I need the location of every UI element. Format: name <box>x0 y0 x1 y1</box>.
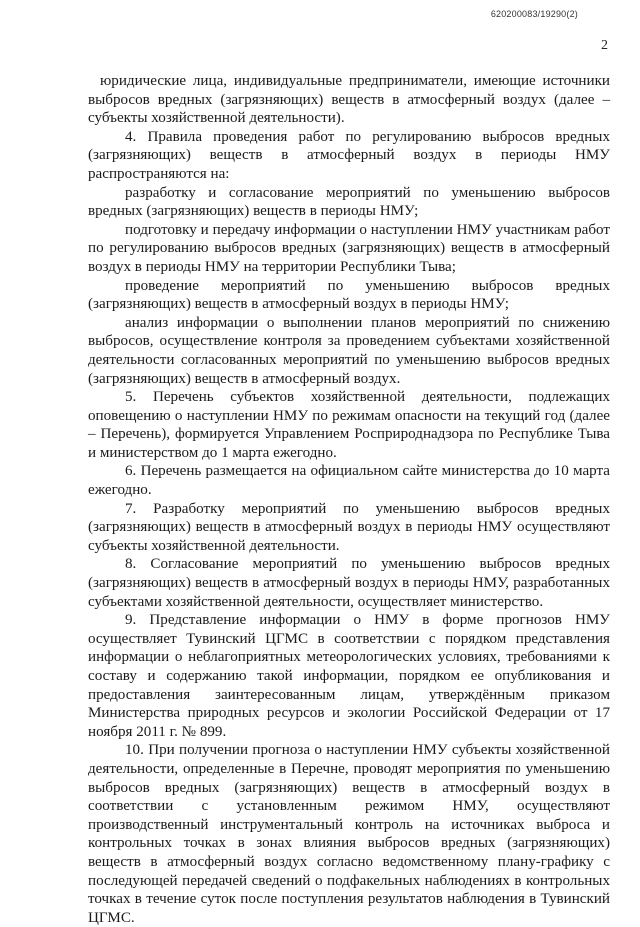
document-body <box>88 72 610 927</box>
list-item-development: разработку и согласование мероприятий по уменьшению выбросов вредных (загрязняющих) веществ в периоды НМУ; <box>88 184 610 220</box>
paragraph-4: 4. Правила проведения работ по регулированию выбросов вредных (загрязняющих) веществ в атмосферный воздух в периоды НМУ распространяются на: <box>88 128 610 182</box>
paragraph-10: 10. При получении прогноза о наступлении НМУ субъекты хозяйственной деятельности, определенные в Перечне, проводят мероприятия по уменьшению выбросов вредных (загрязняющих) веществ в атмосферный воздух в соответствии с установленным режимом НМУ, осуществляют производственный инструментальный контроль на источниках выброса и контрольных точках в зонах влияния выбросов вредных (загрязняющих) веществ в атмосферный воздух согласно ведомственному плану-графику с последующей передачей сведений о подфакельных наблюдениях в контрольных точках в течение суток после поступления результатов наблюдения в Тувинский ЦГМС. <box>88 742 610 926</box>
list-item-analysis: анализ информации о выполнении планов мероприятий по снижению выбросов, осуществление контроля за проведением субъектами хозяйственной деятельности согласованных мероприятий по уменьшению выбросов вредных (загрязняющих) веществ в атмосферный воздух. <box>88 314 610 387</box>
paragraph-7: 7. Разработку мероприятий по уменьшению выбросов вредных (загрязняющих) веществ в атмосферный воздух в периоды НМУ осуществляют субъекты хозяйственной деятельности. <box>88 500 610 554</box>
paragraph-5: 5. Перечень субъектов хозяйственной деятельности, подлежащих оповещению о наступлении НМУ по режимам опасности на текущий год (далее – Перечень), формируется Управлением Росприроднадзора по Республике Тыва и министерством до 1 марта ежегодно. <box>88 389 610 461</box>
paragraph-6: 6. Перечень размещается на официальном сайте министерства до 10 марта ежегодно. <box>88 463 610 499</box>
page-number: 2 <box>601 38 608 53</box>
document-id: 620200083/19290(2) <box>490 9 578 19</box>
list-item-measures: проведение мероприятий по уменьшению выбросов вредных (загрязняющих) веществ в атмосферный воздух в периоды НМУ; <box>88 277 610 313</box>
list-item-information-transfer: подготовку и передачу информации о наступлении НМУ участникам работ по регулированию выбросов вредных (загрязняющих) веществ в атмосферный воздух в периоды НМУ на территории Республики Тыва; <box>88 221 610 275</box>
paragraph-intro-continuation: юридические лица, индивидуальные предприниматели, имеющие источники выбросов вредных (загрязняющих) веществ в атмосферный воздух (далее – субъекты хозяйственной деятельности). <box>88 73 610 127</box>
paragraph-9: 9. Представление информации о НМУ в форме прогнозов НМУ осуществляет Тувинский ЦГМС в соответствии с порядком представления информации о неблагоприятных метеорологических условиях, требованиями к составу и содержанию такой информации, порядком ее опубликования и предоставления заинтересованным лицам, утверждённым приказом Министерства природных ресурсов и экологии Российской Федерации от 17 ноября 2011 г. № 899. <box>88 612 610 740</box>
paragraph-8: 8. Согласование мероприятий по уменьшению выбросов вредных (загрязняющих) веществ в атмосферный воздух в периоды НМУ, разработанных субъектами хозяйственной деятельности, осуществляет министерство. <box>88 556 610 610</box>
